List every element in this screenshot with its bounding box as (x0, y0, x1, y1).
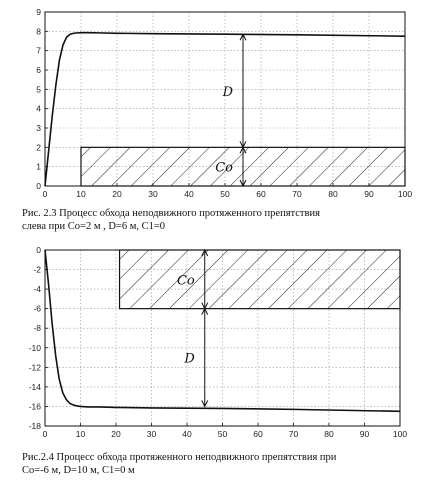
y-tick-label: -16 (28, 401, 41, 412)
dimension-label: Co (215, 160, 233, 176)
x-tick-label: 40 (182, 429, 192, 439)
y-tick-label: -18 (28, 421, 41, 431)
y-tick-label: -10 (28, 342, 41, 353)
x-tick-label: 20 (112, 189, 122, 199)
y-tick-label: 1 (36, 161, 41, 172)
x-tick-label: 100 (392, 429, 408, 439)
figure-2-3-caption (22, 207, 432, 233)
y-tick-label: 0 (36, 181, 41, 191)
x-tick-label: 50 (217, 429, 228, 439)
x-tick-label: 80 (324, 429, 334, 439)
y-tick-label: -4 (33, 284, 41, 295)
y-tick-label: 2 (36, 142, 41, 153)
dimension-label: Co (176, 273, 195, 289)
y-tick-label: 8 (36, 26, 41, 37)
obstacle-hatched-region (120, 250, 400, 309)
x-tick-label: 50 (220, 189, 230, 199)
figure-2-4-caption (22, 451, 432, 477)
x-tick-label: 0 (42, 189, 48, 199)
y-tick-label: 5 (36, 84, 41, 95)
x-tick-label: 30 (148, 189, 158, 199)
y-tick-label: 0 (36, 245, 41, 255)
x-tick-label: 10 (76, 189, 86, 199)
x-tick-label: 100 (397, 189, 413, 199)
x-tick-label: 10 (75, 429, 86, 439)
caption-line-1: Рис.2.4 Процесс обхода протяженного неподвижного препятствия при (22, 452, 337, 463)
y-tick-label: -12 (28, 362, 41, 373)
caption-line-2: слева при Co=2 м , D=6 м, C1=0 (22, 221, 166, 232)
x-tick-label: 60 (253, 429, 263, 439)
y-tick-label: 6 (36, 65, 41, 75)
caption-line-2: Co=-6 м, D=10 м, C1=0 м (22, 465, 135, 476)
x-tick-label: 30 (146, 429, 157, 439)
caption-line-1: Рис. 2.3 Процесс обхода неподвижного протяженного препятствия (22, 208, 320, 219)
y-tick-label: 4 (36, 103, 41, 114)
y-tick-label: -14 (28, 381, 41, 392)
figure-2-4-chart (0, 240, 435, 450)
y-tick-label: -6 (33, 303, 41, 314)
x-tick-label: 80 (328, 189, 338, 199)
y-tick-label: 3 (36, 123, 41, 133)
x-tick-label: 0 (42, 429, 48, 439)
dimension-label: D (222, 84, 233, 100)
y-tick-label: 9 (36, 7, 41, 17)
x-tick-label: 90 (359, 429, 370, 439)
x-tick-label: 20 (111, 429, 121, 439)
y-tick-label: 7 (36, 45, 41, 56)
x-tick-label: 70 (288, 429, 299, 439)
dimension-label: D (184, 351, 195, 367)
x-tick-label: 40 (184, 189, 194, 199)
figure-2-3-chart (0, 0, 435, 205)
x-tick-label: 90 (364, 189, 374, 199)
y-tick-label: -2 (33, 264, 41, 275)
x-tick-label: 70 (292, 189, 302, 199)
x-tick-label: 60 (256, 189, 266, 199)
y-tick-label: -8 (33, 323, 41, 334)
